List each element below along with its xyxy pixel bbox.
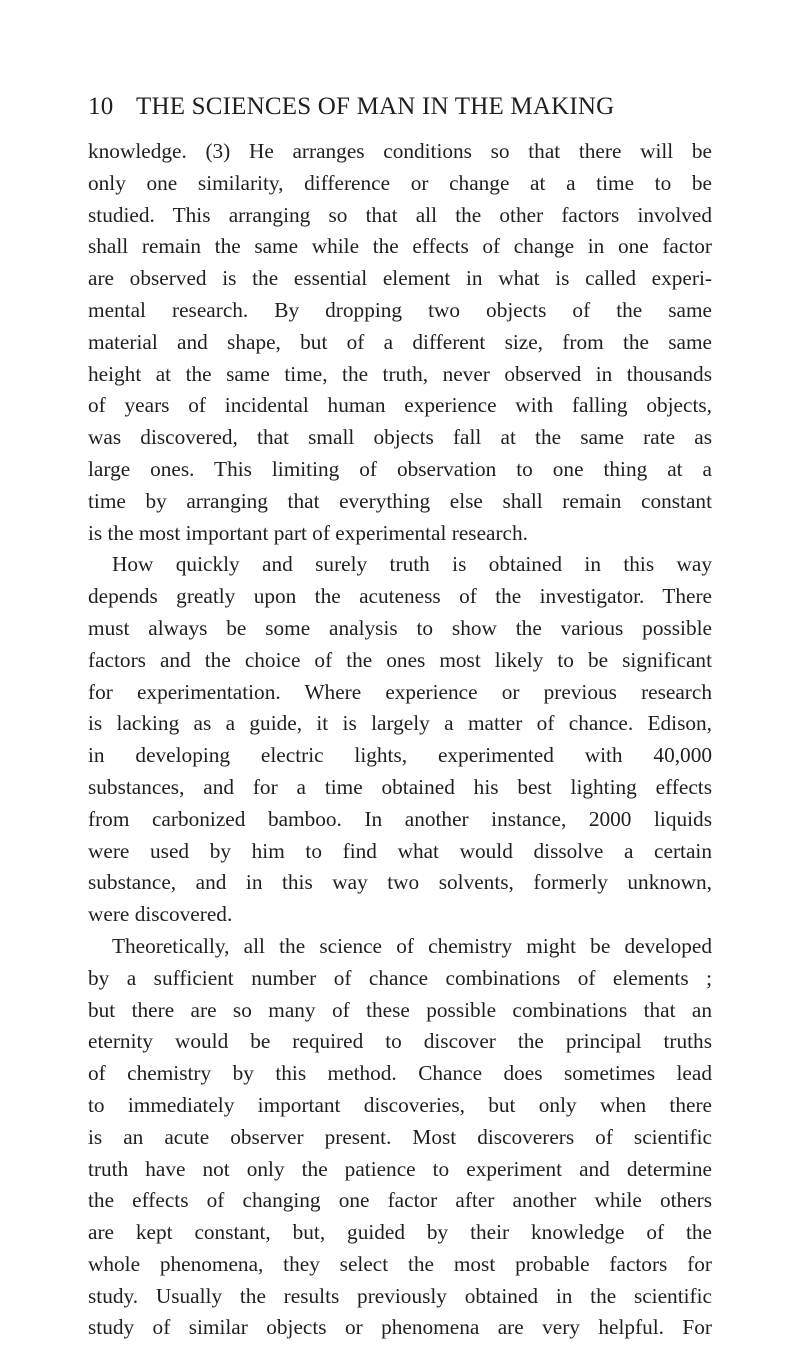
text-line: height at the same time, the truth, never observed in thousands xyxy=(88,361,712,386)
text-line: mental research. By dropping two objects of the same xyxy=(88,297,712,322)
page-number: 10 xyxy=(88,93,114,120)
text-line: only one similarity, difference or change at a time to be xyxy=(88,170,712,195)
text-line: knowledge. (3) He arranges conditions so that there will be xyxy=(88,139,712,163)
text-line: are kept constant, but, guided by their knowledge of the xyxy=(88,1220,712,1245)
body-text xyxy=(88,136,712,1344)
text-line: whole phenomena, they select the most probable factors for xyxy=(88,1251,712,1276)
text-line: is the most important part of experimental research. xyxy=(88,520,528,545)
text-line: Theoretically, all the science of chemistry might be developed xyxy=(112,933,712,958)
text-line: substances, and for a time obtained his best lighting effects xyxy=(88,774,712,799)
text-line: by a sufficient number of chance combinations of elements ; xyxy=(88,965,712,990)
text-line: study. Usually the results previously obtained in the scientific xyxy=(88,1283,712,1308)
text-line: must always be some analysis to show the various possible xyxy=(88,615,712,640)
text-line: time by arranging that everything else shall remain constant xyxy=(88,488,712,513)
text-line: truth have not only the patience to experiment and determine xyxy=(88,1156,712,1181)
text-line: shall remain the same while the effects of change in one factor xyxy=(88,234,712,259)
text-line: are observed is the essential element in what is called experi- xyxy=(88,266,712,291)
text-line: were used by him to find what would dissolve a certain xyxy=(88,838,712,863)
text-line: but there are so many of these possible combinations that an xyxy=(88,997,712,1022)
running-head xyxy=(88,93,728,129)
text-line: substance, and in this way two solvents, formerly unknown, xyxy=(88,870,712,895)
text-line: How quickly and surely truth is obtained in this way xyxy=(112,552,712,577)
text-line: of years of incidental human experience with falling objects, xyxy=(88,393,712,418)
text-line: material and shape, but of a different size, from the same xyxy=(88,329,712,354)
text-line: were discovered. xyxy=(88,902,233,927)
text-line: was discovered, that small objects fall at the same rate as xyxy=(88,425,712,450)
text-line: to immediately important discoveries, but only when there xyxy=(88,1092,712,1117)
text-line: eternity would be required to discover the principal truths xyxy=(88,1029,712,1054)
text-line: depends greatly upon the acuteness of the investigator. There xyxy=(88,584,712,609)
text-line: large ones. This limiting of observation to one thing at a xyxy=(88,456,712,481)
text-line: factors and the choice of the ones most likely to be significant xyxy=(88,647,712,672)
text-line: study of similar objects or phenomena are very helpful. For xyxy=(88,1315,712,1340)
text-line: is lacking as a guide, it is largely a matter of chance. Edison, xyxy=(88,711,712,736)
text-line: is an acute observer present. Most discoverers of scientific xyxy=(88,1124,712,1149)
text-line: from carbonized bamboo. In another instance, 2000 liquids xyxy=(88,806,712,831)
text-line: studied. This arranging so that all the other factors involved xyxy=(88,202,712,227)
text-line: the effects of changing one factor after another while others xyxy=(88,1188,712,1213)
text-line: of chemistry by this method. Chance does sometimes lead xyxy=(88,1061,712,1086)
running-title: THE SCIENCES OF MAN IN THE MAKING xyxy=(136,93,615,120)
text-line: in developing electric lights, experimented with 40,000 xyxy=(88,743,712,768)
text-line: for experimentation. Where experience or previous research xyxy=(88,679,712,704)
